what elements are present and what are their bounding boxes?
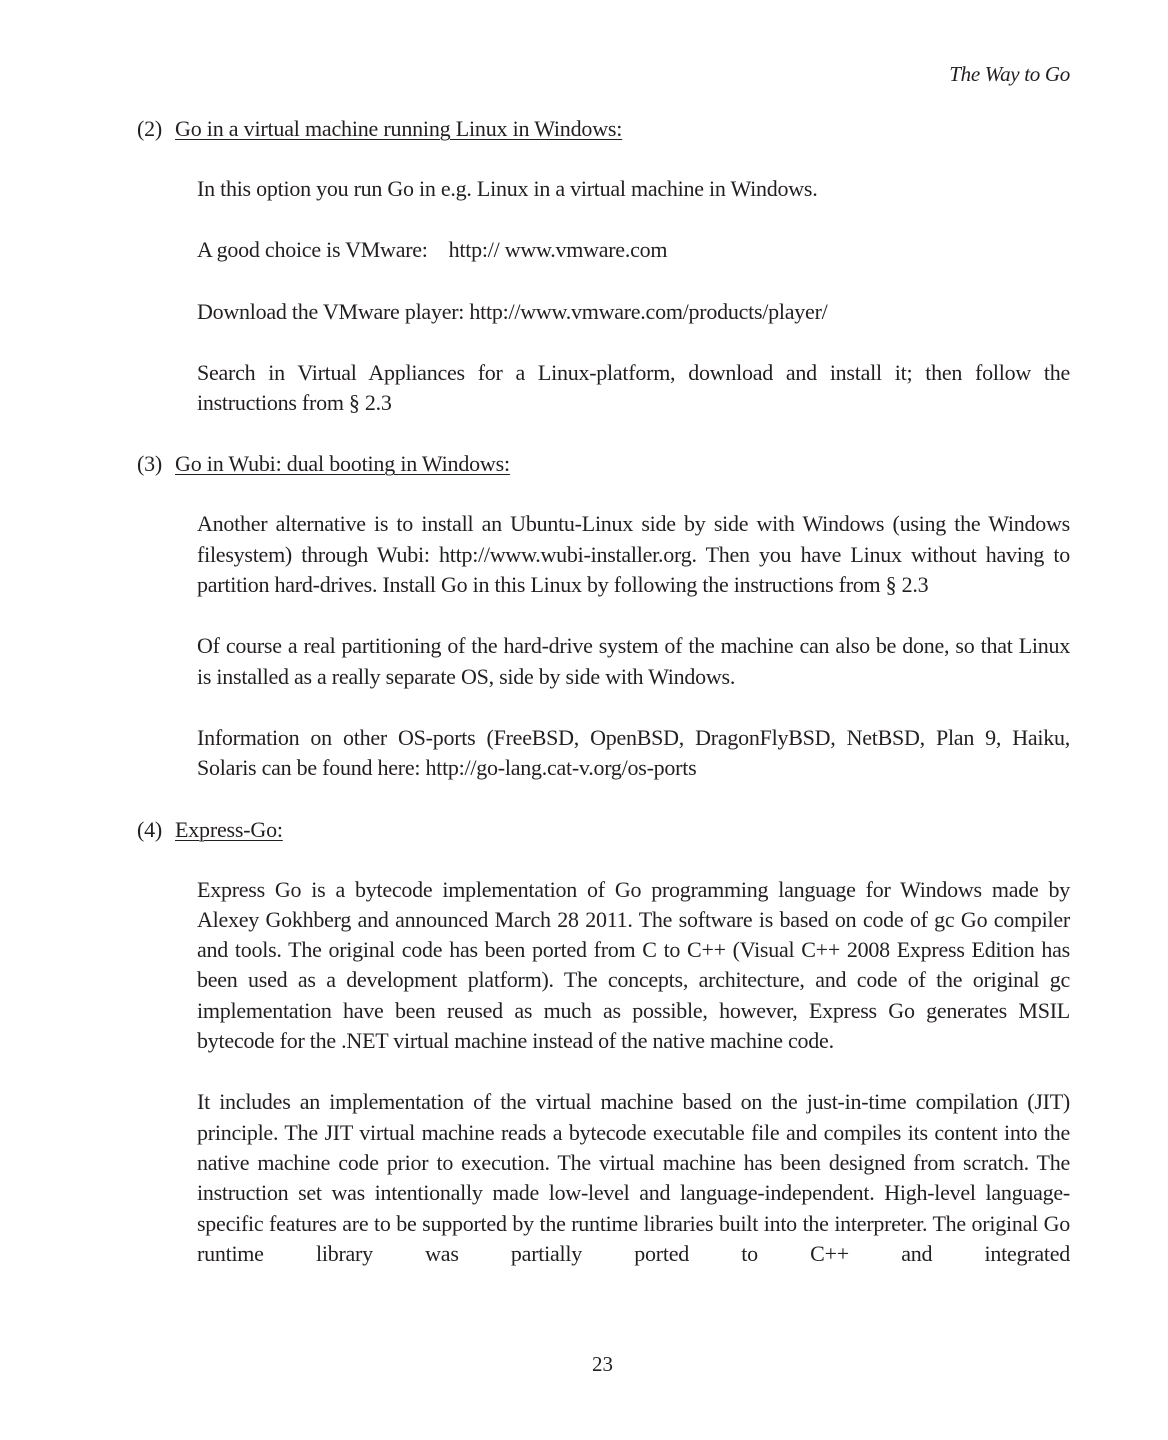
paragraph-vmware-player-link: Download the VMware player: http://www.vmware.com/products/player/: [197, 298, 828, 324]
paragraph: In this option you run Go in e.g. Linux in a virtual machine in Windows.: [197, 176, 818, 201]
page-number: 23: [592, 1352, 613, 1376]
section-heading-3: [137, 449, 1070, 479]
paragraph: Search in Virtual Appliances for a Linux-platform, download and install it; then follow the instructions from § 2.3: [197, 359, 1070, 416]
paragraph: Of course a real partitioning of the hard-drive system of the machine can also be done, so that Linux is installed as a really separate OS, side by side with Windows.: [197, 633, 1070, 689]
section-heading-2: [137, 114, 1070, 144]
running-header-title: The Way to Go: [949, 62, 1070, 86]
section-title: Go in Wubi: dual booting in Windows:: [175, 451, 510, 477]
page-body: [137, 114, 1070, 1269]
section-number: (2): [137, 116, 163, 141]
paragraph-os-ports: Information on other OS-ports (FreeBSD, OpenBSD, DragonFlyBSD, NetBSD, Plan 9, Haiku, Solaris can be found here: http://go-lang.cat-v.org/os-ports: [197, 724, 1070, 781]
paragraph-wubi: Another alternative is to install an Ubuntu-Linux side by side with Windows (using the Windows filesystem) through Wubi: http://www.wubi-installer.org. Then you have Linux without having to partition hard-drives. Install Go in this Linux by following the instructions from § 2.3: [197, 511, 1070, 598]
section-number: (3): [137, 451, 163, 477]
section-title: Go in a virtual machine running Linux in Windows:: [175, 116, 623, 141]
paragraph-vmware-link: A good choice is VMware: http:// www.vmware.com: [197, 237, 668, 263]
paragraph-express-go: Express Go is a bytecode implementation of Go programming language for Windows made by Alexey Gokhberg and announced March 28 2011. The software is based on code of gc Go compiler and tools. The original code has been ported from C to C++ (Visual C++ 2008 Express Edition has been used as a development platform). The concepts, architecture, and code of the original gc implementation have been reused as much as possible, however, Express Go generates MSIL bytecode for the .NET virtual machine instead of the native machine code.: [197, 876, 1070, 1054]
section-number: (4): [137, 816, 163, 842]
section-title: Express-Go:: [175, 816, 283, 842]
paragraph-jit: It includes an implementation of the virtual machine based on the just-in-time compilation (JIT) principle. The JIT virtual machine reads a bytecode executable file and compiles its content into the native machine code prior to execution. The virtual machine has been designed from scratch. The instruction set was intentionally made low-level and language-independent. High-level language-specific features are to be supported by the runtime libraries built into the interpreter. The original Go runtime library was partially ported to C++ and integrated: [197, 1089, 1070, 1266]
section-heading-4: [137, 815, 1070, 845]
